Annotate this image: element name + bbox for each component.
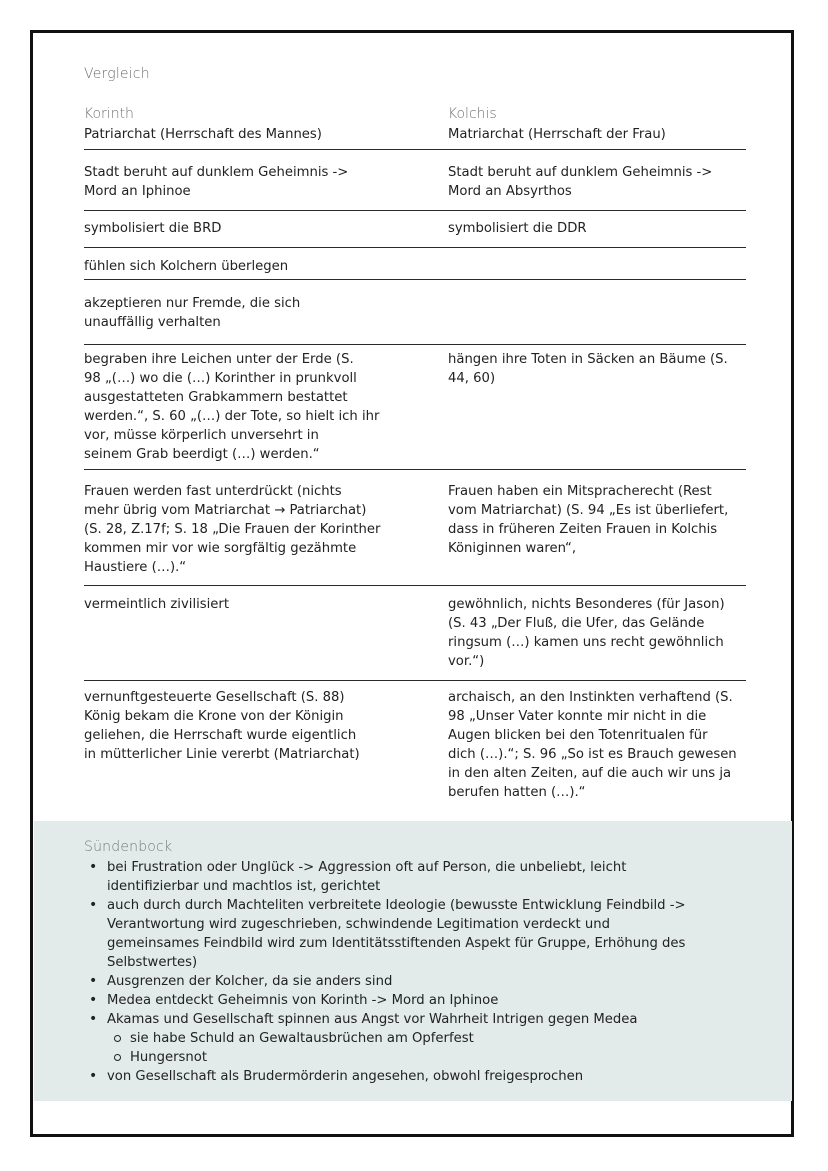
suendenbock-title: Sündenbock [84, 839, 173, 855]
cell-text-line: Königinnen waren“, [448, 541, 577, 556]
cell-korinth [84, 294, 424, 332]
list-item-text-line: • auch durch durch Machteliten verbreitete Ideologie (bewusste Entwicklung Feindbild -> [107, 898, 686, 913]
list-item-text-line: identifizierbar und machtlos ist, gerichtet [107, 879, 381, 894]
cell-text-line: berufen hatten (…).“ [448, 785, 586, 800]
cell-text-line: 98 „(…) wo die (…) Korinther in prunkvoll [84, 371, 357, 386]
table-row [84, 163, 746, 211]
cell-text-line: vom Matriarchat) (S. 94 „Es ist überliefert, [448, 503, 729, 518]
table-row [84, 219, 746, 248]
table-row [84, 294, 746, 345]
cell-text-line: in den alten Zeiten, auf die auch wir uns ja [448, 766, 732, 781]
cell-text-line: dich (…).“; S. 96 „So ist es Brauch gewesen [448, 747, 737, 762]
cell-text-line: Patriarchat (Herrschaft des Mannes) [84, 127, 322, 142]
cell-text-line: Frauen haben ein Mitspracherecht (Rest [448, 484, 712, 499]
list-item-text-line: • von Gesellschaft als Brudermörderin angesehen, obwohl freigesprochen [107, 1069, 584, 1084]
cell-text-line: hängen ihre Toten in Säcken an Bäume (S. [448, 352, 728, 367]
list-item [84, 991, 764, 1010]
list-item-text-line: • bei Frustration oder Unglück -> Aggression oft auf Person, die unbeliebt, leicht [107, 860, 627, 875]
cell-text-line: geliehen, die Herrschaft wurde eigentlich [84, 728, 357, 743]
suendenbock-bullet-list [84, 858, 764, 1086]
table-row [84, 257, 746, 280]
cell-text-line: akzeptieren nur Fremde, die sich [84, 296, 301, 311]
cell-text-line: 98 „Unser Vater konnte mir nicht in die [448, 709, 707, 724]
cell-kolchis [448, 482, 748, 558]
cell-text-line: dass in früheren Zeiten Frauen in Kolchis [448, 522, 718, 537]
cell-text-line: (S. 28, Z.17f; S. 18 „Die Frauen der Korinther [84, 522, 381, 537]
cell-korinth [84, 595, 424, 614]
list-item-text-line: Hungersnot [130, 1050, 208, 1065]
cell-text-line: vor, müsse körperlich unversehrt in [84, 428, 319, 443]
cell-text-line: Stadt beruht auf dunklem Geheimnis -> [84, 165, 349, 180]
column-header-kolchis: Kolchis [448, 106, 497, 122]
table-row [84, 482, 746, 586]
list-item [84, 1029, 764, 1048]
cell-text-line: symbolisiert die DDR [448, 221, 587, 236]
cell-text-line: Frauen werden fast unterdrückt (nichts [84, 484, 342, 499]
list-item-text-line: Selbstwertes) [107, 955, 198, 970]
list-item [84, 1067, 764, 1086]
cell-text-line: ausgestatteten Grabkammern bestattet [84, 390, 348, 405]
list-item-text-line: Verantwortung wird zugeschrieben, schwindende Legitimation verdeckt und [107, 917, 610, 932]
list-item [84, 972, 764, 991]
cell-text-line: werden.“, S. 60 „(…) der Tote, so hielt ich ihr [84, 409, 380, 424]
cell-text-line: vernunftgesteuerte Gesellschaft (S. 88) [84, 690, 345, 705]
cell-text-line: Matriarchat (Herrschaft der Frau) [448, 127, 666, 142]
cell-korinth [84, 125, 424, 144]
list-item-text-line: • Akamas und Gesellschaft spinnen aus Angst vor Wahrheit Intrigen gegen Medea [107, 1012, 638, 1027]
table-row [84, 350, 746, 470]
cell-korinth [84, 482, 424, 577]
cell-kolchis [448, 125, 748, 144]
cell-text-line: vor.“) [448, 654, 485, 669]
list-item [84, 1048, 764, 1067]
cell-text-line: Mord an Absyrthos [448, 184, 572, 199]
cell-text-line: 44, 60) [448, 371, 496, 386]
cell-korinth [84, 350, 424, 464]
cell-korinth [84, 163, 424, 201]
cell-kolchis [448, 219, 748, 238]
table-row [84, 688, 746, 808]
cell-korinth [84, 219, 424, 238]
list-item-text-line: sie habe Schuld an Gewaltausbrüchen am Opferfest [130, 1031, 474, 1046]
cell-text-line: Augen blicken bei den Totenritualen für [448, 728, 708, 743]
cell-korinth [84, 257, 424, 276]
list-item [84, 858, 764, 896]
cell-kolchis [448, 688, 748, 802]
cell-text-line: Haustiere (…).“ [84, 560, 187, 575]
cell-text-line: fühlen sich Kolchern überlegen [84, 259, 289, 274]
cell-text-line: gewöhnlich, nichts Besonderes (für Jason) [448, 597, 725, 612]
cell-text-line: archaisch, an den Instinkten verhaftend (S. [448, 690, 733, 705]
list-item [84, 896, 764, 972]
list-item-text-line: • Medea entdeckt Geheimnis von Korinth -> Mord an Iphinoe [107, 993, 499, 1008]
cell-text-line: Stadt beruht auf dunklem Geheimnis -> [448, 165, 713, 180]
column-header-korinth: Korinth [84, 106, 134, 122]
cell-kolchis [448, 350, 748, 388]
table-row [84, 125, 746, 150]
cell-text-line: kommen mir vor wie sorgfältig gezähmte [84, 541, 357, 556]
cell-text-line: vermeintlich zivilisiert [84, 597, 230, 612]
cell-text-line: in mütterlicher Linie vererbt (Matriarchat) [84, 747, 360, 762]
vergleich-title: Vergleich [84, 66, 150, 82]
cell-text-line: ringsum (…) kamen uns recht gewöhnlich [448, 635, 724, 650]
cell-kolchis [448, 163, 748, 201]
list-item-text-line: • Ausgrenzen der Kolcher, da sie anders sind [107, 974, 393, 989]
list-item [84, 1010, 764, 1029]
cell-text-line: (S. 43 „Der Fluß, die Ufer, das Gelände [448, 616, 705, 631]
cell-text-line: symbolisiert die BRD [84, 221, 222, 236]
cell-korinth [84, 688, 424, 764]
cell-text-line: seinem Grab beerdigt (…) werden.“ [84, 447, 320, 462]
list-item-text-line: gemeinsames Feindbild wird zum Identitätsstiftenden Aspekt für Gruppe, Erhöhung des [107, 936, 686, 951]
cell-text-line: unauffällig verhalten [84, 315, 221, 330]
cell-text-line: König bekam die Krone von der Königin [84, 709, 344, 724]
cell-text-line: begraben ihre Leichen unter der Erde (S. [84, 352, 354, 367]
cell-kolchis [448, 595, 748, 671]
cell-text-line: mehr übrig vom Matriarchat → Patriarchat) [84, 503, 367, 518]
table-row [84, 595, 746, 681]
cell-text-line: Mord an Iphinoe [84, 184, 191, 199]
